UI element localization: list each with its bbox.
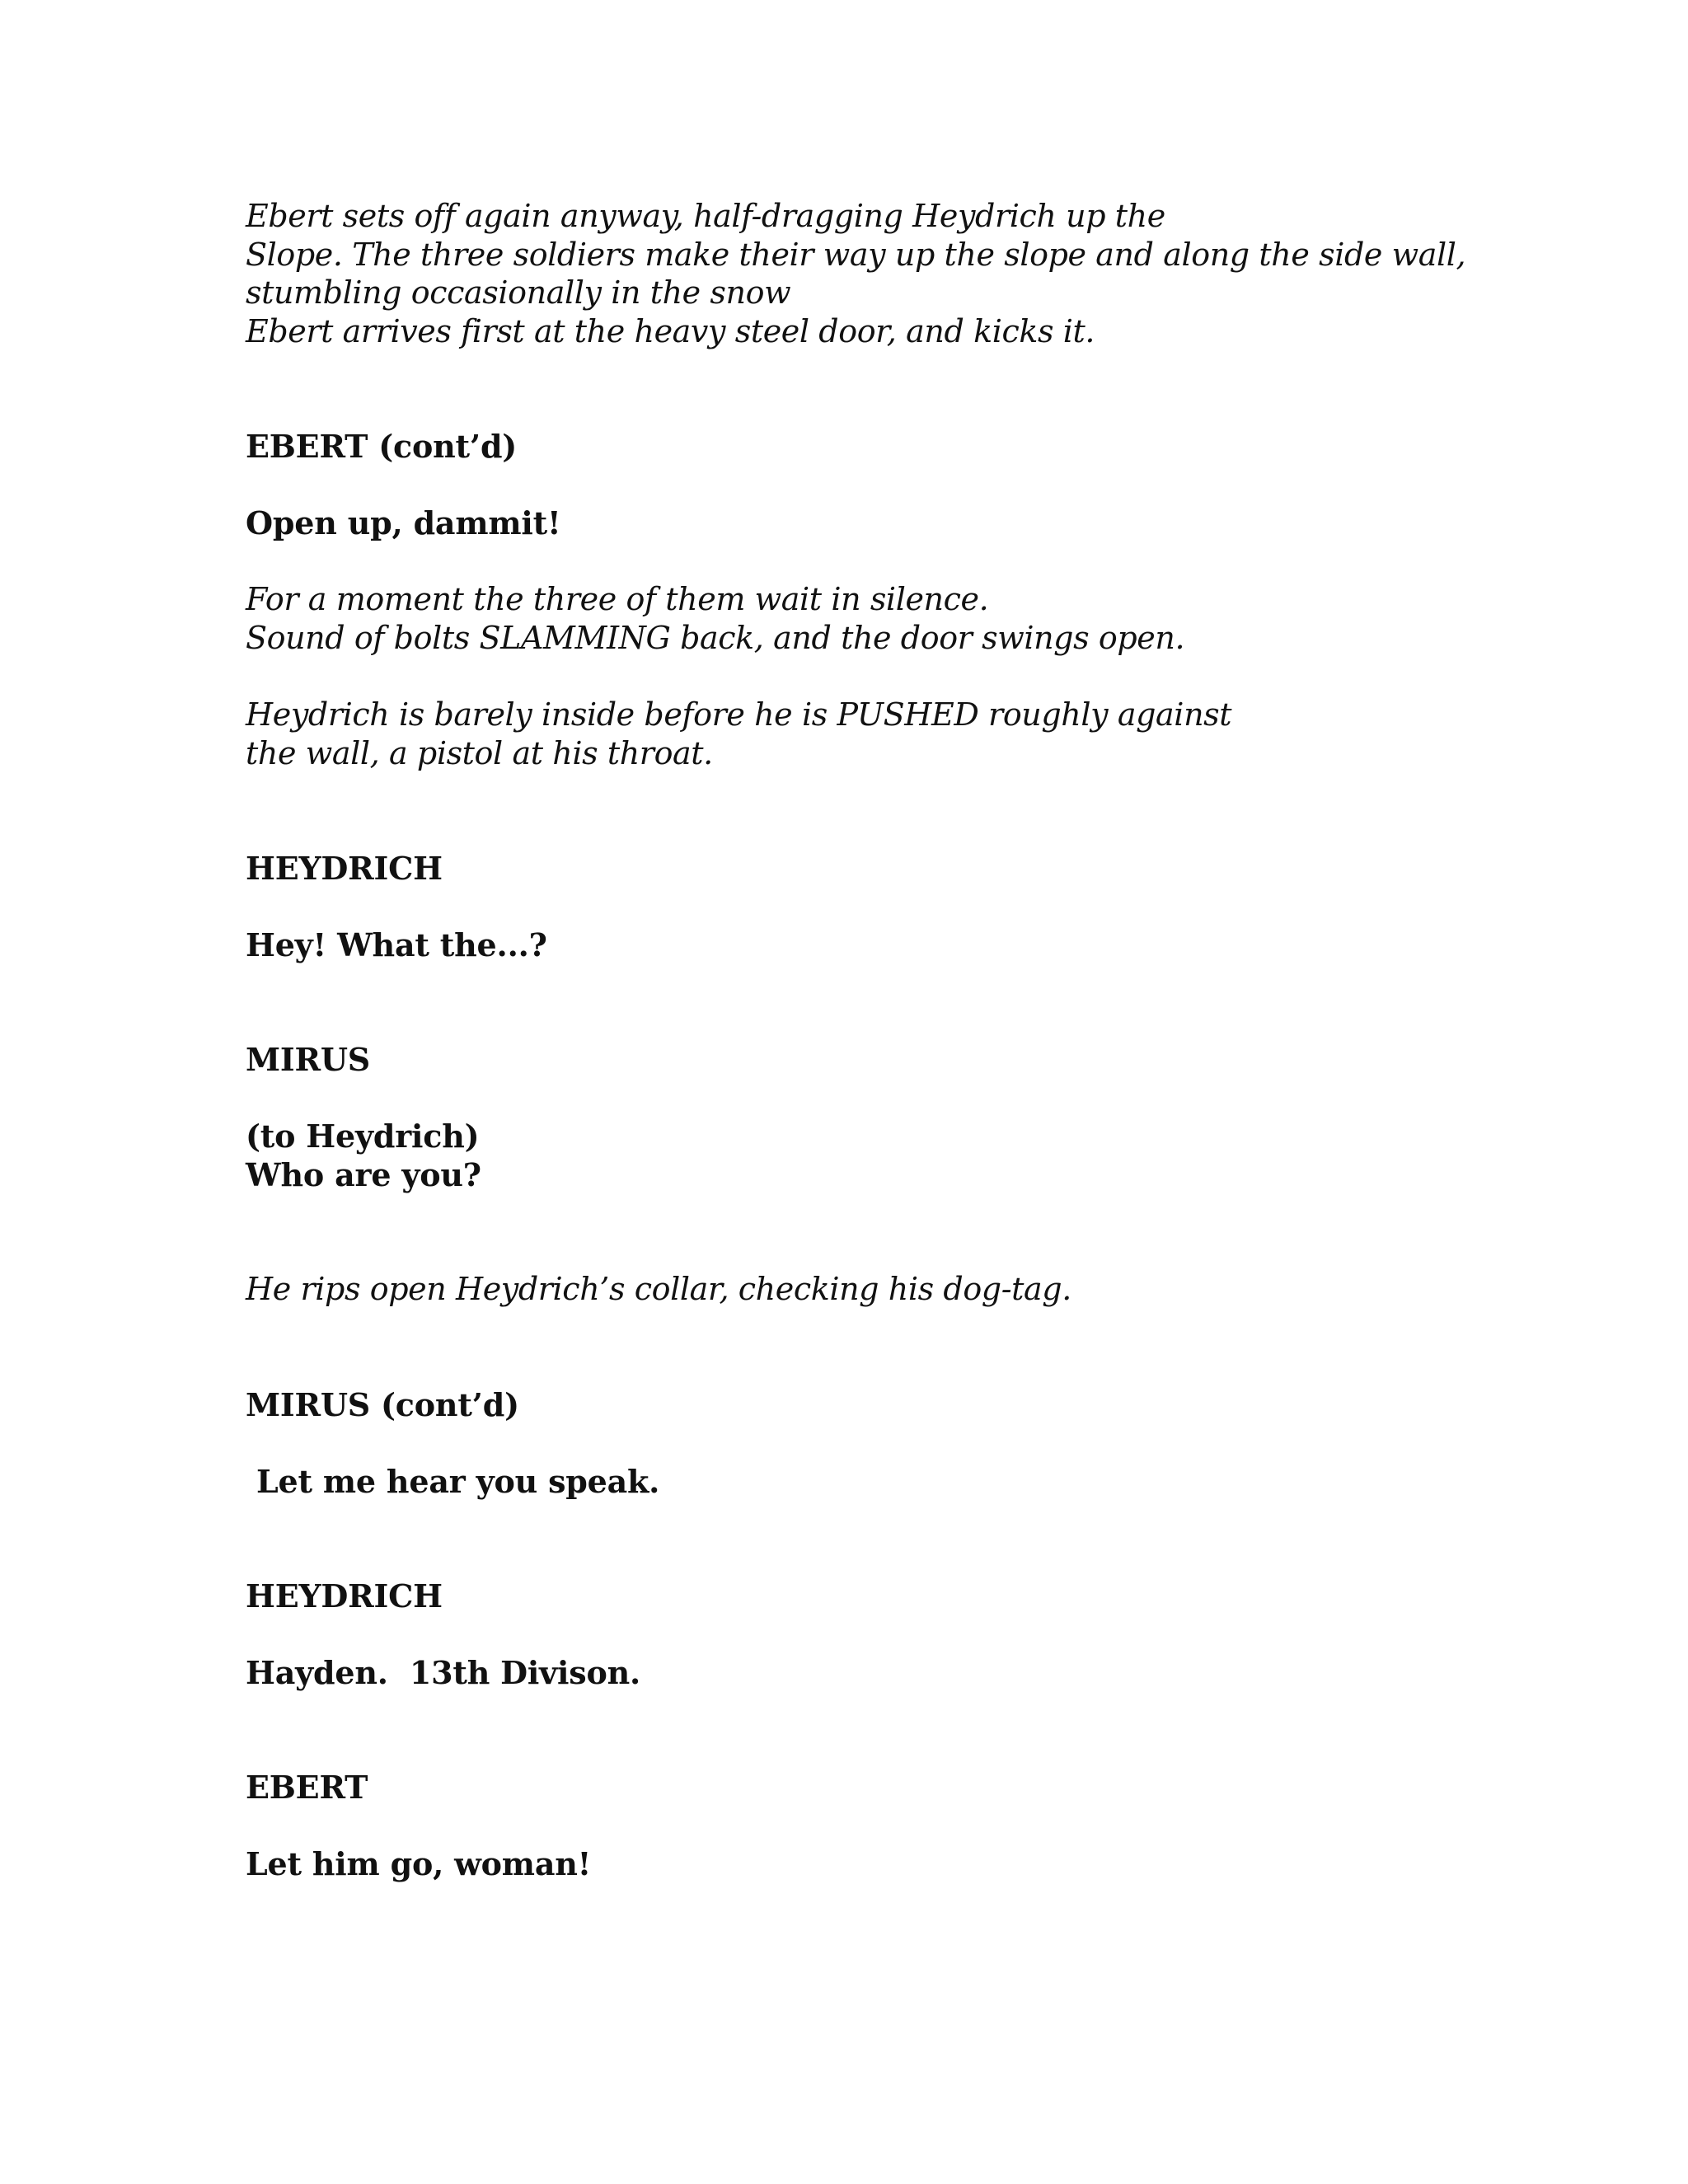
- action-line: For a moment the three of them wait in silence.: [246, 581, 989, 617]
- character-cue-heydrich: HEYDRICH: [246, 1577, 443, 1615]
- dialogue-ebert: Let him go, woman!: [246, 1845, 592, 1882]
- action-line: Ebert sets off again anyway, half-dragging Heydrich up the: [246, 198, 1165, 234]
- dialogue-heydrich: Hayden. 13th Divison.: [246, 1654, 641, 1691]
- action-line: Ebert arrives first at the heavy steel door, and kicks it.: [246, 313, 1095, 349]
- dialogue-heydrich: Hey! What the...?: [246, 926, 547, 963]
- action-line: stumbling occasionally in the snow: [246, 274, 791, 311]
- character-cue-ebert-contd: EBERT (cont’d): [246, 428, 518, 465]
- action-line: Sound of bolts SLAMMING back, and the door swings open.: [246, 620, 1185, 656]
- dialogue-mirus: Who are you?: [246, 1156, 481, 1193]
- action-line: Heydrich is barely inside before he is PUSHED roughly against: [246, 696, 1232, 733]
- character-cue-heydrich: HEYDRICH: [246, 850, 443, 887]
- character-cue-mirus-contd: MIRUS (cont’d): [246, 1386, 519, 1423]
- action-line: Slope. The three soldiers make their way up the slope and along the side wall,: [246, 237, 1466, 273]
- action-line: He rips open Heydrich’s collar, checking his dog-tag.: [246, 1271, 1071, 1307]
- character-cue-mirus: MIRUS: [246, 1041, 371, 1078]
- dialogue-mirus: Let me hear you speak.: [246, 1463, 660, 1500]
- parenthetical-mirus: (to Heydrich): [246, 1118, 480, 1155]
- action-line: the wall, a pistol at his throat.: [246, 735, 713, 771]
- dialogue-ebert: Open up, dammit!: [246, 504, 561, 541]
- character-cue-ebert: EBERT: [246, 1769, 368, 1806]
